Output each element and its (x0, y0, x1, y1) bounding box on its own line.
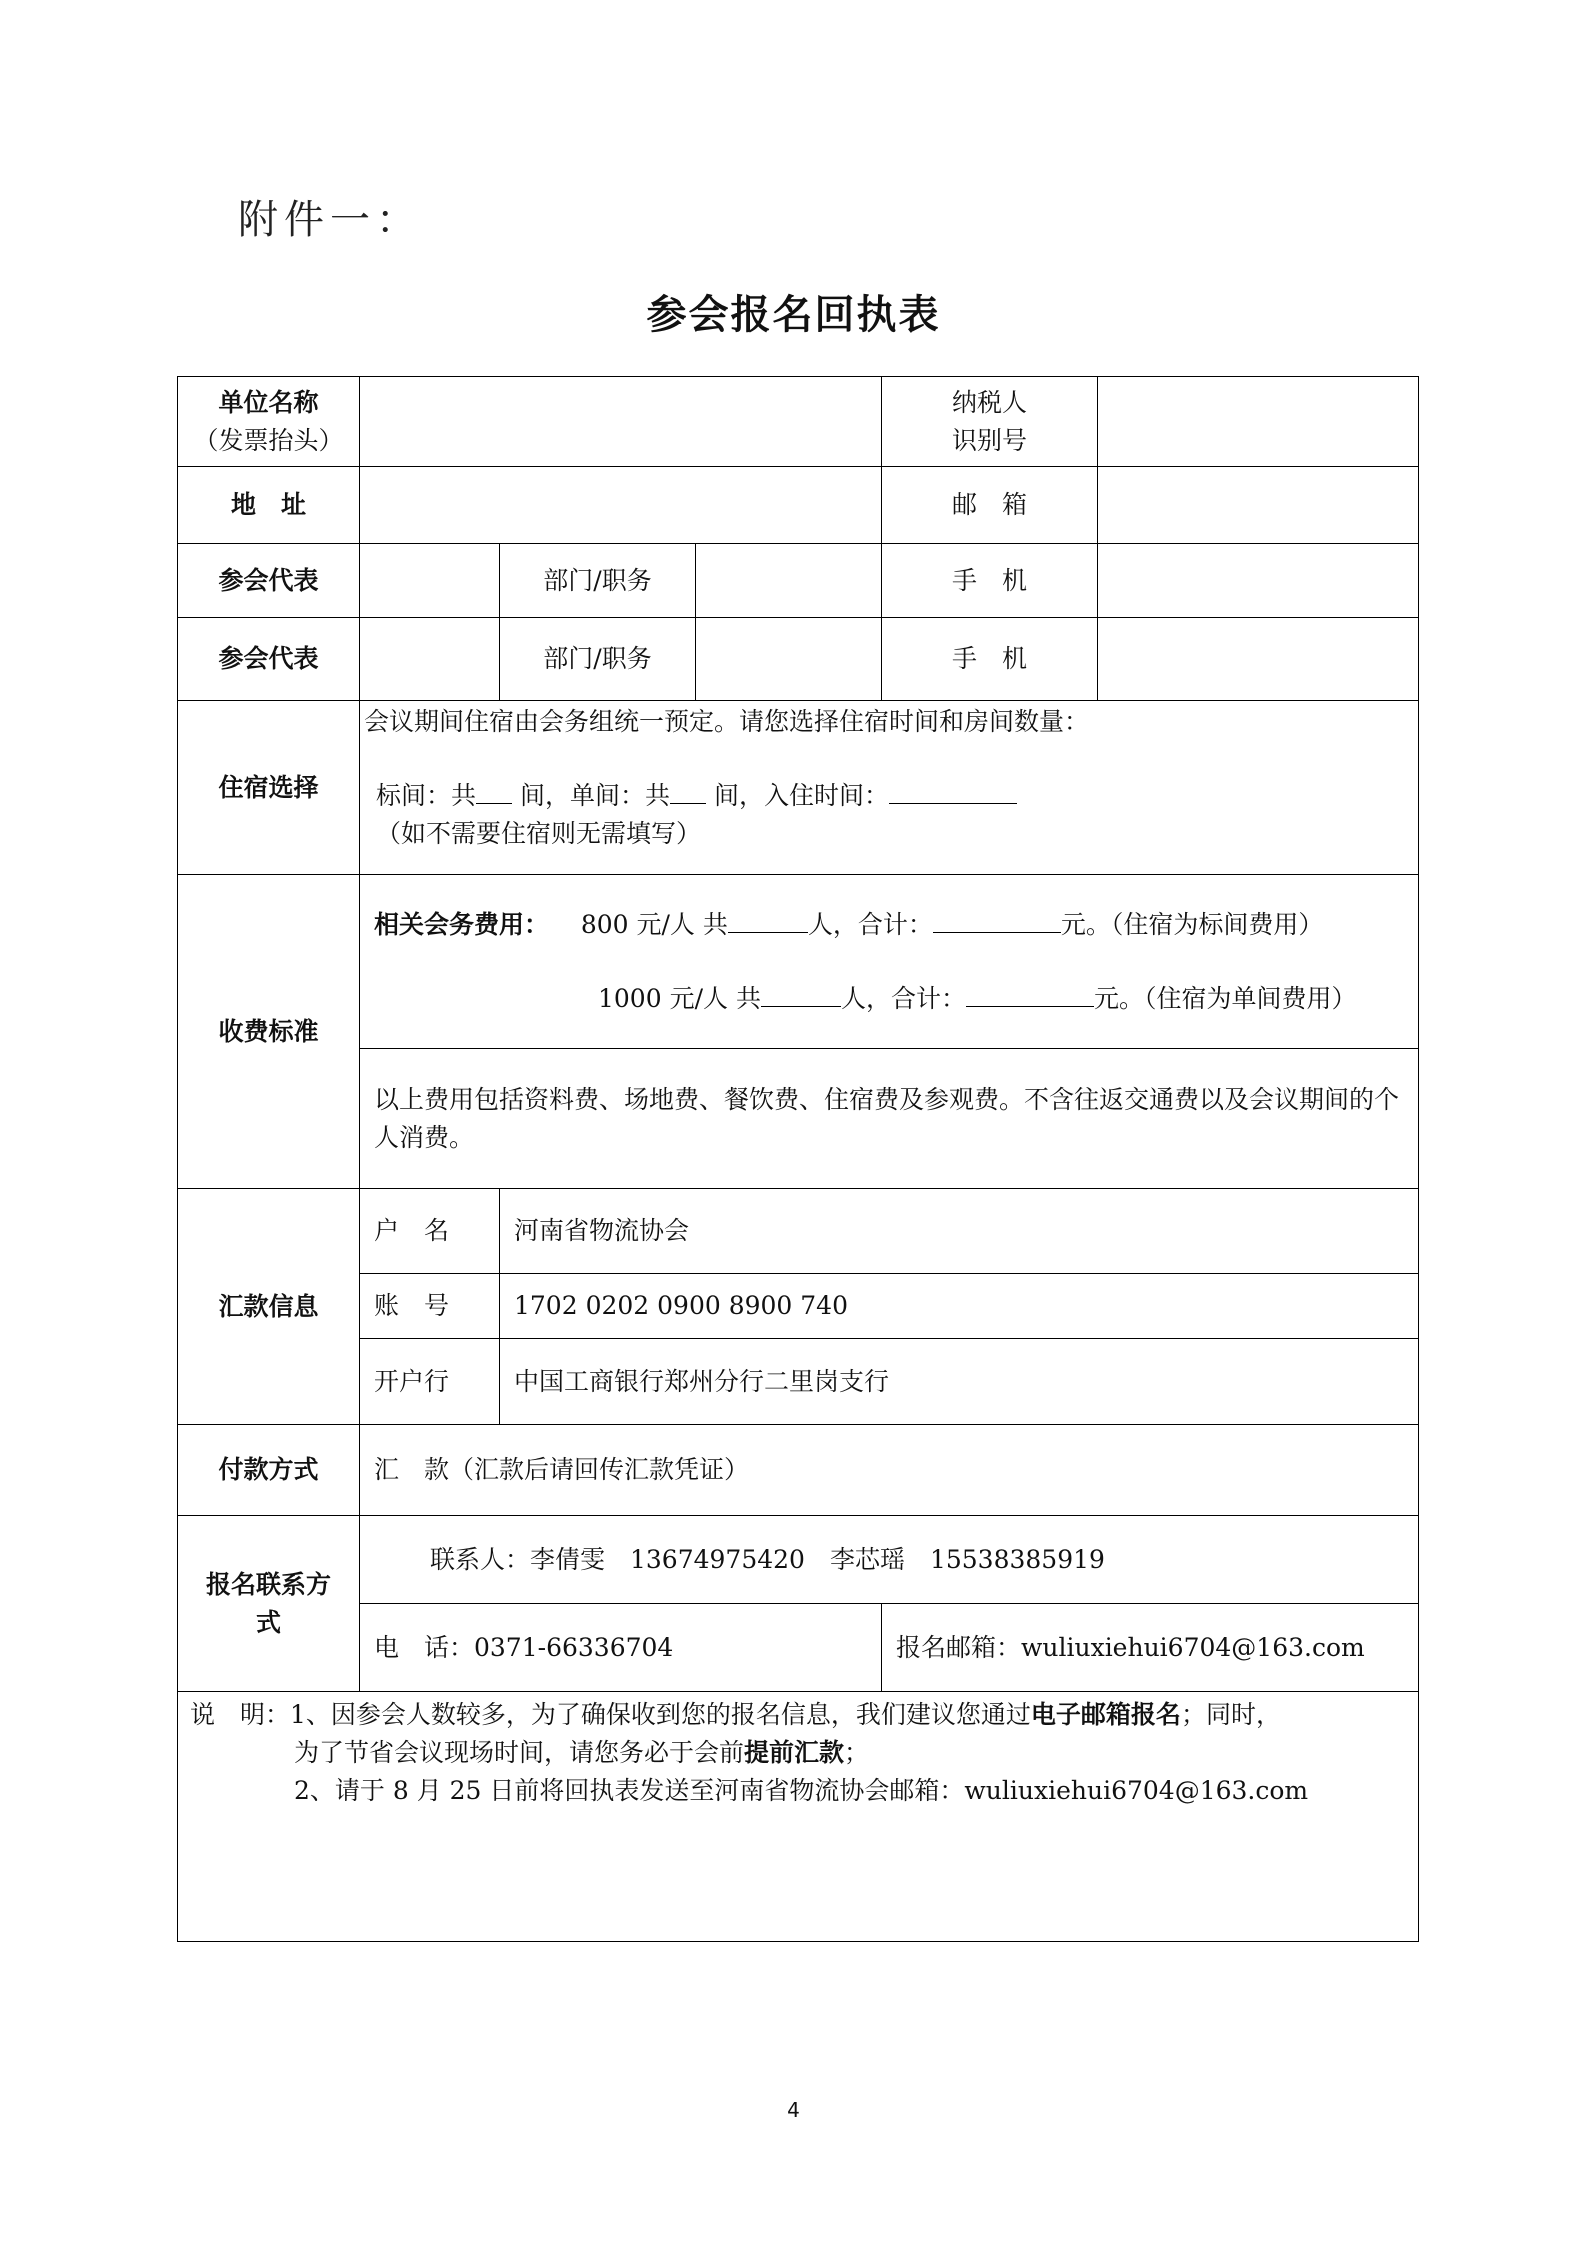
contact-persons: 联系人：李倩雯 13674975420 李芯瑶 15538385919 (360, 1516, 1419, 1604)
contact-persons-row (178, 1516, 1419, 1604)
lodging-row (178, 701, 1419, 875)
fees-include-note: 以上费用包括资料费、场地费、餐饮费、住宿费及参观费。不含往返交通费以及会议期间的个人消费。 (360, 1049, 1419, 1189)
rep2-phone-label: 手 机 (882, 618, 1098, 701)
note-bold-prepay: 提前汇款 (744, 1738, 845, 1767)
single-room-prefix: 间，单间：共 (519, 781, 670, 810)
fee-option-1-price: 800 元/人 共 (580, 909, 728, 939)
account-name-value: 河南省物流协会 (500, 1189, 1419, 1274)
fees-options (360, 875, 1419, 1049)
rep1-dept-label: 部门/职务 (500, 544, 696, 618)
fee-option-2-end: 元。（住宿为单间费用） (1093, 983, 1357, 1013)
fee-option-2-price: 1000 元/人 共 (598, 983, 761, 1013)
note-line-3: 2、请于 8 月 25 日前将回执表发送至河南省物流协会邮箱：wuliuxiehui6704@163.com (294, 1776, 1309, 1805)
lodging-note: （如不需要住宿则无需填写） (376, 819, 702, 848)
fee-option-2-total-blank[interactable] (966, 980, 1094, 1007)
registration-form-table (177, 376, 1419, 1942)
page-title: 参会报名回执表 (646, 292, 941, 338)
account-number-label: 账 号 (360, 1274, 500, 1339)
fees-heading: 相关会务费用： (374, 909, 550, 939)
unit-label-cell (178, 377, 360, 467)
rep2-label: 参会代表 (178, 618, 360, 701)
contact-email: 报名邮箱：wuliuxiehui6704@163.com (882, 1604, 1419, 1692)
note-bold-email: 电子邮箱报名 (1030, 1700, 1181, 1729)
note-prefix: 说 明：1、因参会人数较多，为了确保收到您的报名信息，我们建议您通过 (190, 1700, 1031, 1729)
rep1-label: 参会代表 (178, 544, 360, 618)
unit-row (178, 377, 1419, 467)
fee-option-1-count-blank[interactable] (728, 906, 808, 933)
representative-row-2 (178, 618, 1419, 701)
contact-label-2: 式 (255, 1607, 281, 1637)
remit-account-row (178, 1274, 1419, 1339)
bank-label: 开户行 (360, 1339, 500, 1425)
standard-room-count-blank[interactable] (476, 777, 512, 804)
rep1-phone-field[interactable] (1098, 544, 1419, 618)
rep2-phone-field[interactable] (1098, 618, 1419, 701)
single-room-count-blank[interactable] (670, 777, 706, 804)
rep1-dept-field[interactable] (696, 544, 882, 618)
fee-option-1-total-blank[interactable] (933, 906, 1061, 933)
contact-label-1: 报名联系方 (205, 1569, 331, 1599)
unit-name-field[interactable] (360, 377, 882, 467)
contact-phone: 电 话：0371-66336704 (360, 1604, 882, 1692)
note-line2-prefix: 为了节省会议现场时间，请您务必于会前 (294, 1738, 745, 1767)
payment-row (178, 1425, 1419, 1516)
account-number-value: 1702 0202 0900 8900 740 (500, 1274, 1419, 1339)
fees-row-1 (178, 875, 1419, 1049)
fees-label: 收费标准 (178, 875, 360, 1189)
fee-option-1-mid: 人，合计： (807, 909, 933, 939)
tax-id-label-1: 纳税人 (951, 387, 1027, 417)
fee-option-1-end: 元。（住宿为标间费用） (1060, 909, 1324, 939)
remit-label: 汇款信息 (178, 1189, 360, 1425)
rep2-name-field[interactable] (360, 618, 500, 701)
account-name-label: 户 名 (360, 1189, 500, 1274)
checkin-prefix: 间，入住时间： (713, 781, 889, 810)
unit-sublabel: （发票抬头） (193, 425, 344, 455)
lodging-label: 住宿选择 (178, 701, 360, 875)
tax-id-field[interactable] (1098, 377, 1419, 467)
payment-label: 付款方式 (178, 1425, 360, 1516)
fee-option-1 (374, 906, 1404, 944)
lodging-intro: 会议期间住宿由会务组统一预定。请您选择住宿时间和房间数量： (364, 707, 1090, 736)
checkin-date-blank[interactable] (889, 777, 1017, 804)
note-line-2 (190, 1734, 1404, 1772)
page-number: 4 (787, 2098, 800, 2122)
fee-option-2 (374, 980, 1404, 1018)
attachment-label: 附件一： (238, 197, 422, 243)
standard-room-prefix: 标间：共 (376, 781, 477, 810)
rep1-phone-label: 手 机 (882, 544, 1098, 618)
email-field[interactable] (1098, 467, 1419, 544)
address-row (178, 467, 1419, 544)
tax-id-label-2: 识别号 (951, 425, 1027, 455)
lodging-room-line (364, 777, 1414, 815)
fee-option-2-mid: 人，合计： (840, 983, 966, 1013)
remit-bank-row (178, 1339, 1419, 1425)
note-mid: ；同时， (1180, 1700, 1281, 1729)
note-line2-end: ； (844, 1738, 870, 1767)
representative-row-1 (178, 544, 1419, 618)
note-line-1 (190, 1696, 1404, 1734)
remit-name-row (178, 1189, 1419, 1274)
fee-option-2-count-blank[interactable] (761, 980, 841, 1007)
rep1-name-field[interactable] (360, 544, 500, 618)
email-label: 邮 箱 (882, 467, 1098, 544)
rep2-dept-label: 部门/职务 (500, 618, 696, 701)
tax-id-label-cell (882, 377, 1098, 467)
fees-row-2 (178, 1049, 1419, 1189)
rep2-dept-field[interactable] (696, 618, 882, 701)
payment-value: 汇 款（汇款后请回传汇款凭证） (360, 1425, 1419, 1516)
note-content (178, 1692, 1419, 1942)
bank-value: 中国工商银行郑州分行二里岗支行 (500, 1339, 1419, 1425)
contact-label-cell (178, 1516, 360, 1692)
address-field[interactable] (360, 467, 882, 544)
unit-label: 单位名称 (218, 387, 319, 417)
address-label: 地 址 (178, 467, 360, 544)
lodging-content (360, 701, 1419, 875)
note-row (178, 1692, 1419, 1942)
contact-phone-row (178, 1604, 1419, 1692)
